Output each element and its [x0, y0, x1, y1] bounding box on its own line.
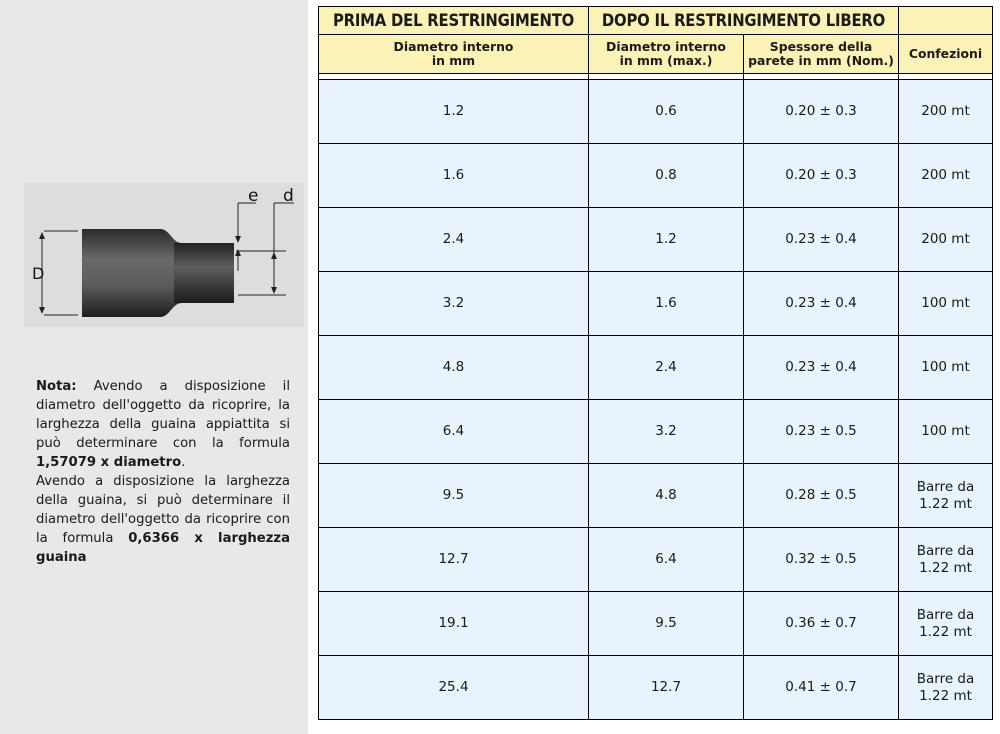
cell-diam-after: 3.2: [589, 400, 744, 464]
cell-wall: 0.20 ± 0.3: [744, 144, 899, 208]
table-row: [319, 272, 993, 336]
cell-diam-after: 12.7: [589, 656, 744, 720]
cell-diam-before: 4.8: [319, 336, 589, 400]
table-row: [319, 80, 993, 144]
cell-diam-before: 6.4: [319, 400, 589, 464]
dimension-label-d: d: [283, 186, 294, 206]
cell-diam-after: 4.8: [589, 464, 744, 528]
col-header-diam-after: Diametro interno in mm (max.): [589, 35, 744, 74]
table-row: [319, 144, 993, 208]
col-header-diam-before: Diametro interno in mm: [319, 35, 589, 74]
cell-diam-before: 9.5: [319, 464, 589, 528]
cell-wall: 0.20 ± 0.3: [744, 80, 899, 144]
cell-diam-after: 1.6: [589, 272, 744, 336]
specs-table: [318, 6, 993, 720]
cell-pack: Barre da 1.22 mt: [899, 464, 993, 528]
note-p2: Avendo a disposizione la larghezza della guaina, si può determinare il diametro dell'oggetto da ricoprire con la formula: [36, 474, 290, 546]
table-row: [319, 208, 993, 272]
cell-diam-before: 2.4: [319, 208, 589, 272]
header-before: PRIMA DEL RESTRINGIMENTO: [319, 7, 589, 35]
cell-diam-before: 25.4: [319, 656, 589, 720]
cell-diam-after: 0.8: [589, 144, 744, 208]
table-column-header: [319, 35, 993, 74]
cell-diam-before: 3.2: [319, 272, 589, 336]
note-text: [36, 377, 290, 567]
table-row: [319, 592, 993, 656]
dimension-label-e: e: [248, 186, 259, 206]
note-formula-2: 0,6366 x larghezza guaina: [36, 531, 290, 565]
cell-pack: 100 mt: [899, 336, 993, 400]
table-row: [319, 464, 993, 528]
cell-diam-after: 0.6: [589, 80, 744, 144]
cell-diam-after: 6.4: [589, 528, 744, 592]
cell-wall: 0.23 ± 0.5: [744, 400, 899, 464]
cell-wall: 0.32 ± 0.5: [744, 528, 899, 592]
sleeve-diagram: [24, 183, 304, 327]
dimension-label-D: D: [32, 264, 45, 283]
cell-wall: 0.28 ± 0.5: [744, 464, 899, 528]
cell-pack: 200 mt: [899, 208, 993, 272]
cell-pack: Barre da 1.22 mt: [899, 528, 993, 592]
header-empty: [899, 7, 993, 35]
cell-pack: 100 mt: [899, 400, 993, 464]
cell-wall: 0.23 ± 0.4: [744, 208, 899, 272]
cell-diam-after: 2.4: [589, 336, 744, 400]
left-panel: [0, 0, 308, 734]
note-label: Nota:: [36, 379, 77, 394]
cell-wall: 0.23 ± 0.4: [744, 336, 899, 400]
sleeve-drawing: [24, 183, 304, 327]
table-row: [319, 336, 993, 400]
cell-diam-before: 12.7: [319, 528, 589, 592]
note-formula-1: 1,57079 x diametro: [36, 455, 182, 470]
table-row: [319, 528, 993, 592]
header-after: DOPO IL RESTRINGIMENTO LIBERO: [589, 7, 899, 35]
cell-diam-before: 1.2: [319, 80, 589, 144]
table-row: [319, 656, 993, 720]
cell-diam-before: 19.1: [319, 592, 589, 656]
cell-pack: Barre da 1.22 mt: [899, 656, 993, 720]
table-group-header: [319, 7, 993, 35]
cell-diam-after: 1.2: [589, 208, 744, 272]
col-header-pack: Confezioni: [899, 35, 993, 74]
cell-pack: 100 mt: [899, 272, 993, 336]
table-row: [319, 400, 993, 464]
cell-wall: 0.23 ± 0.4: [744, 272, 899, 336]
cell-wall: 0.41 ± 0.7: [744, 656, 899, 720]
note-p1-end: .: [181, 455, 186, 470]
col-header-wall: Spessore della parete in mm (Nom.): [744, 35, 899, 74]
cell-diam-after: 9.5: [589, 592, 744, 656]
cell-pack: 200 mt: [899, 80, 993, 144]
cell-pack: 200 mt: [899, 144, 993, 208]
cell-diam-before: 1.6: [319, 144, 589, 208]
cell-wall: 0.36 ± 0.7: [744, 592, 899, 656]
cell-pack: Barre da 1.22 mt: [899, 592, 993, 656]
note-p1: Avendo a disposizione il diametro dell'oggetto da ricoprire, la larghezza della guaina appiattita si può determinare con la formula: [36, 379, 290, 451]
